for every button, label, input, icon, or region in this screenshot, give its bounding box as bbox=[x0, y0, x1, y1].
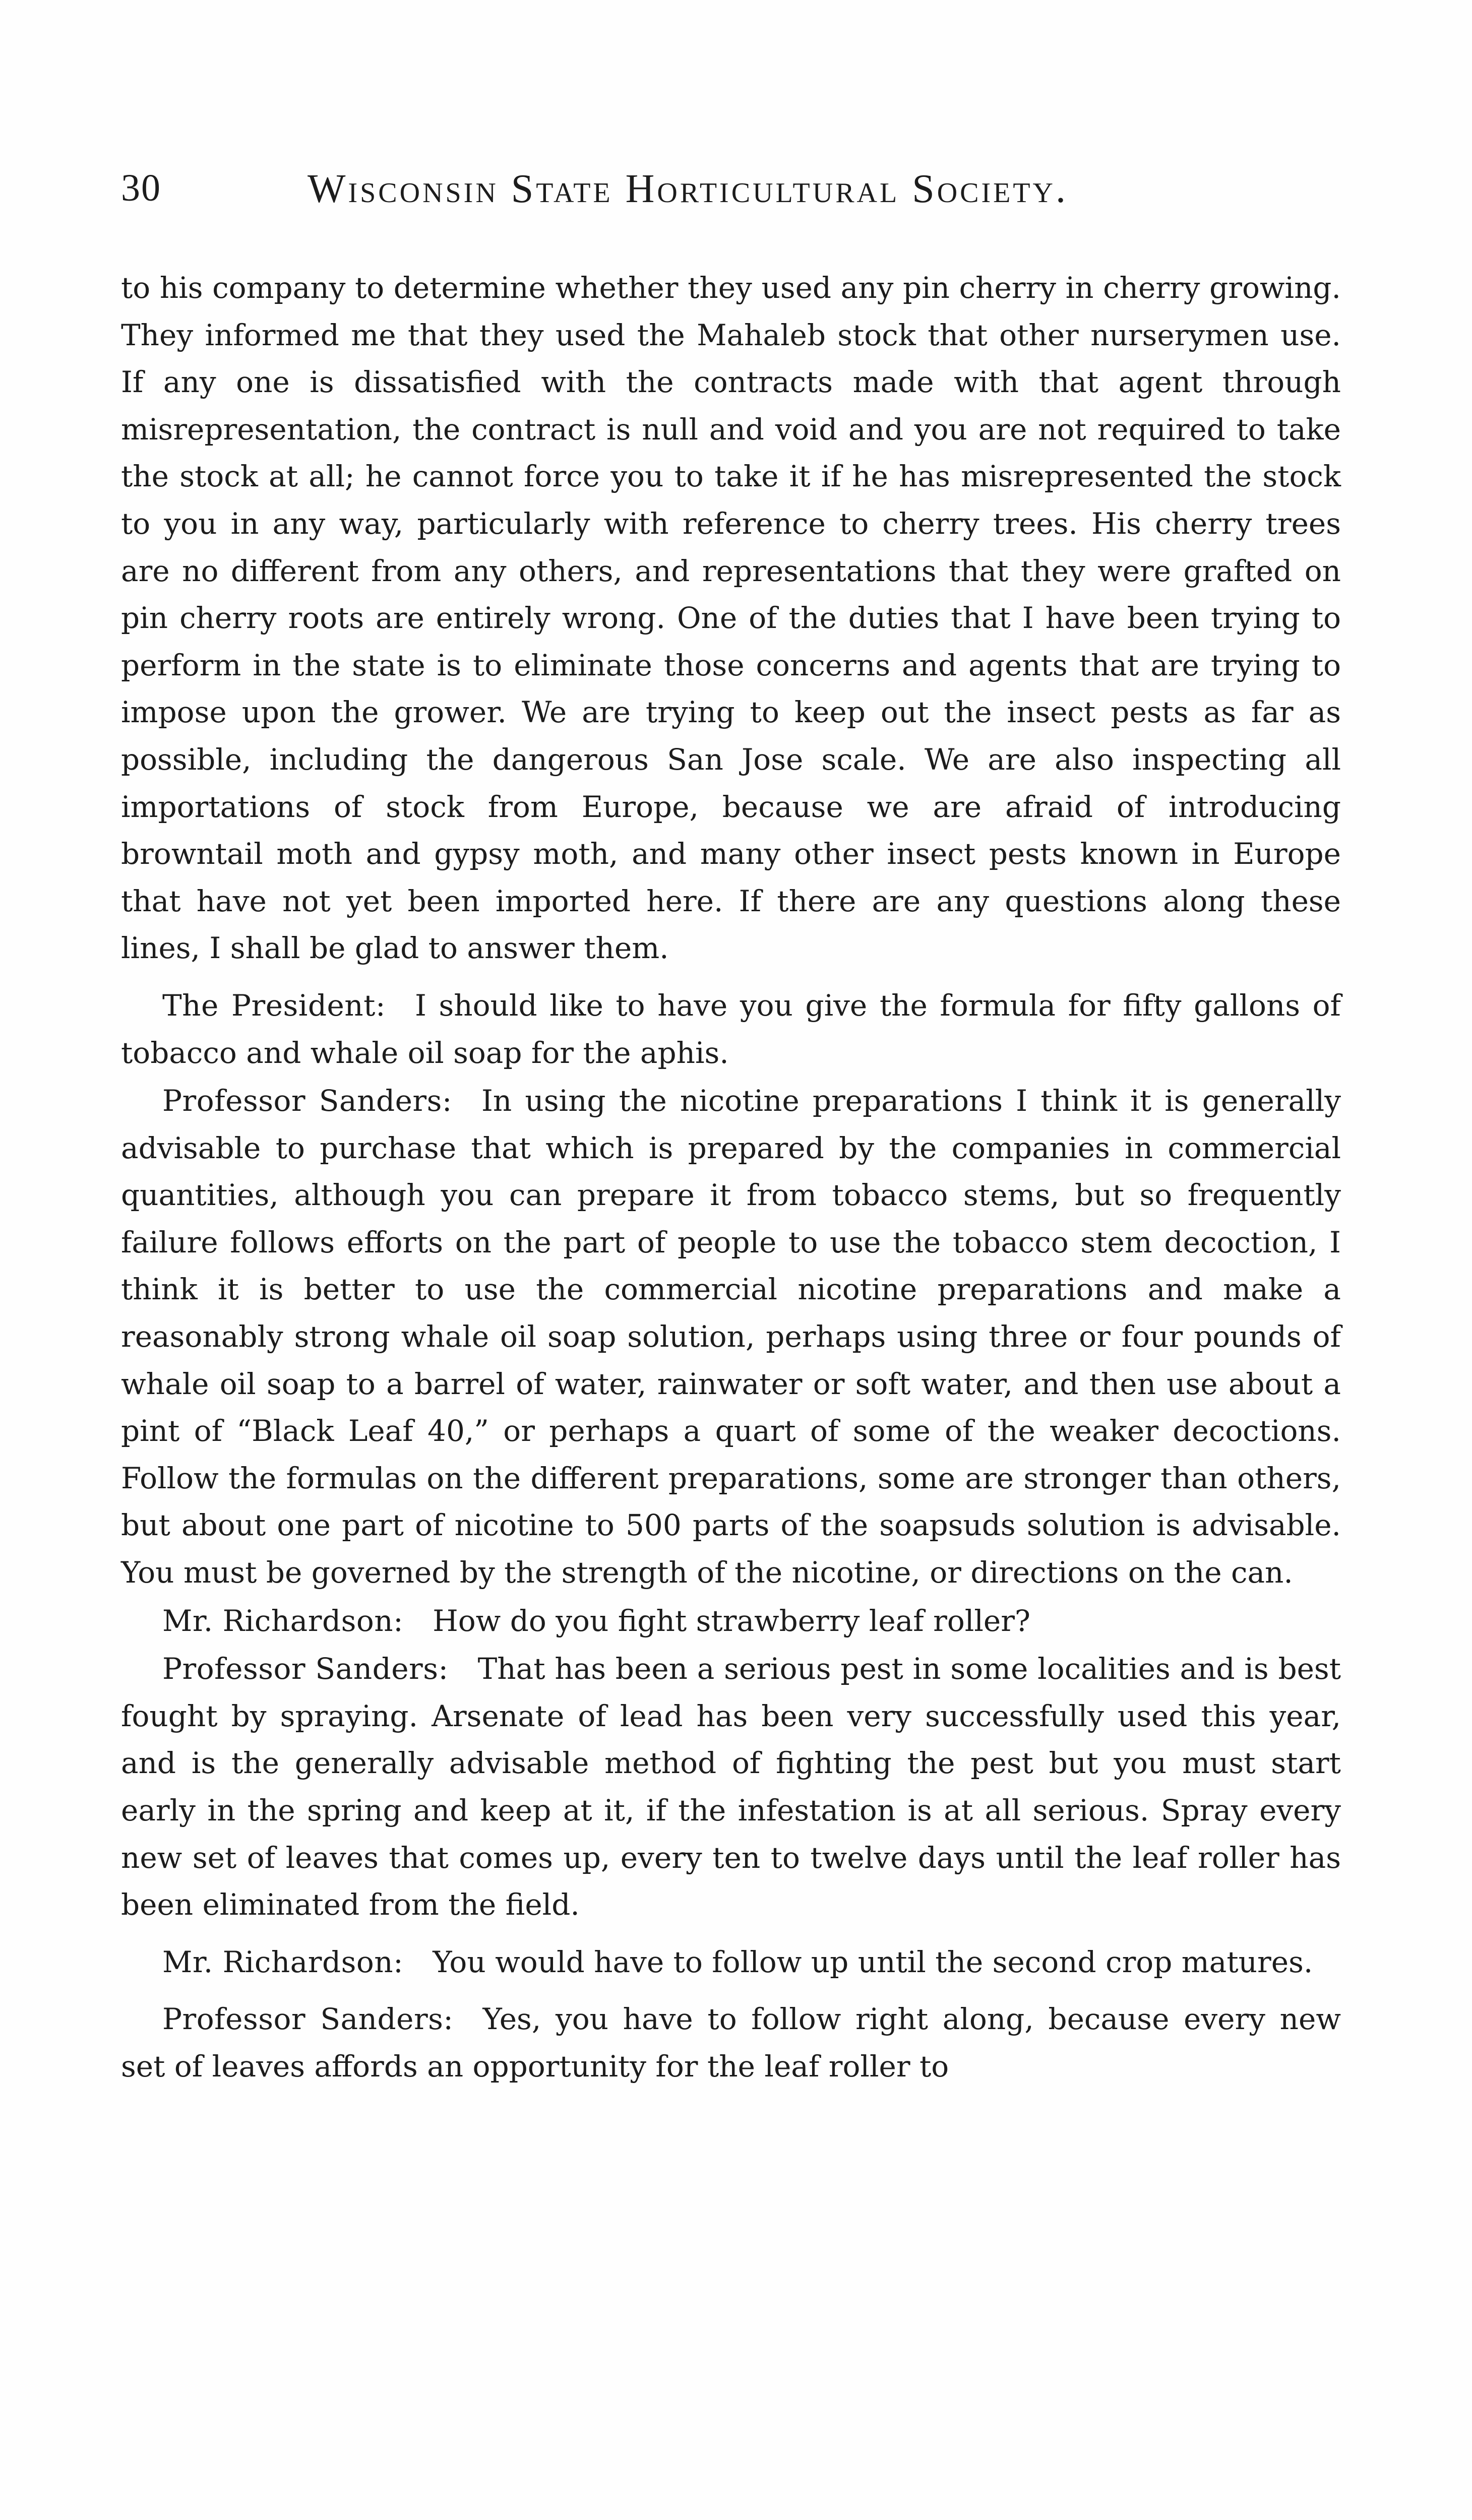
speaker-label: Professor Sanders: bbox=[162, 1652, 449, 1686]
paragraph-president-question bbox=[121, 982, 1341, 1077]
page-number: 30 bbox=[121, 167, 161, 209]
speaker-label: Professor Sanders: bbox=[162, 1084, 452, 1118]
speaker-label: The President: bbox=[162, 988, 386, 1023]
paragraph-sanders-answer bbox=[121, 1996, 1341, 2090]
paragraph-richardson-question bbox=[121, 1598, 1341, 1645]
paragraph-sanders-nicotine bbox=[121, 1078, 1341, 1597]
page-header bbox=[121, 166, 1341, 227]
paragraph-text: Yes, you have to follow right along, because every new set of leaves affords an opportunity for the leaf roller to bbox=[121, 2002, 1341, 2084]
running-head: Wisconsin State Horticultural Society. bbox=[308, 167, 1068, 211]
paragraph-richardson-followup bbox=[121, 1939, 1341, 1986]
paragraph-text: In using the nicotine preparations I think it is generally advisable to purchase that which is prepared by the companies in commercial quantities, although you can prepare it from tobacco stems, but so frequently failure follows efforts on the part of people to use the tobacco stem decoction, I think it is better to use the commercial nicotine preparations and make a reasonably strong whale oil soap solution, perhaps using three or four pounds of whale oil soap to a barrel of water, rainwater or soft water, and then use about a pint of “Black Leaf 40,” or perhaps a quart of some of the weaker decoctions. Follow the formulas on the different preparations, some are stronger than others, but about one part of nicotine to 500 parts of the soapsuds solution is advisable. You must be governed by the strength of the nicotine, or directions on the can. bbox=[121, 1084, 1341, 1590]
speaker-label: Mr. Richardson: bbox=[162, 1603, 404, 1638]
speaker-label: Professor Sanders: bbox=[162, 2002, 454, 2037]
paragraph-text: I should like to have you give the formula for fifty gallons of tobacco and whale oil soap for the aphis. bbox=[121, 988, 1341, 1070]
paragraph-text: to his company to determine whether they used any pin cherry in cherry growing. They informed me that they used the Mahaleb stock that other nurserymen use. If any one is dissatisfied with the contracts made with that agent through misrepresentation, the contract is null and void and you are not required to take the stock at all; he cannot force you to take it if he has misrepresented the stock to you in any way, particularly with reference to cherry trees. His cherry trees are no different from any others, and representations that they were grafted on pin cherry roots are entirely wrong. One of the duties that I have been trying to perform in the state is to eliminate those concerns and agents that are trying to impose upon the grower. We are trying to keep out the insect pests as far as possible, including the dangerous San Jose scale. We are also inspecting all importations of stock from Europe, because we are afraid of introducing browntail moth and gypsy moth, and many other insect pests known in Europe that have not yet been imported here. If there are any questions along these lines, I shall be glad to answer them. bbox=[121, 271, 1341, 966]
paragraph-sanders-leaf-roller bbox=[121, 1646, 1341, 1929]
paragraph-text: That has been a serious pest in some localities and is best fought by spraying. Arsenate of lead has been very successfully used this year, and is the generally advisable method of fighting the pest but you must start early in the spring and keep at it, if the infestation is at all serious. Spray every new set of leaves that comes up, every ten to twelve days until the leaf roller has been eliminated from the field. bbox=[121, 1652, 1341, 1922]
page-body bbox=[121, 265, 1341, 2091]
paragraph-continuation bbox=[121, 265, 1341, 972]
paragraph-text: You would have to follow up until the second crop matures. bbox=[433, 1944, 1313, 1979]
paragraph-text: How do you fight strawberry leaf roller? bbox=[433, 1603, 1031, 1638]
speaker-label: Mr. Richardson: bbox=[162, 1944, 404, 1979]
